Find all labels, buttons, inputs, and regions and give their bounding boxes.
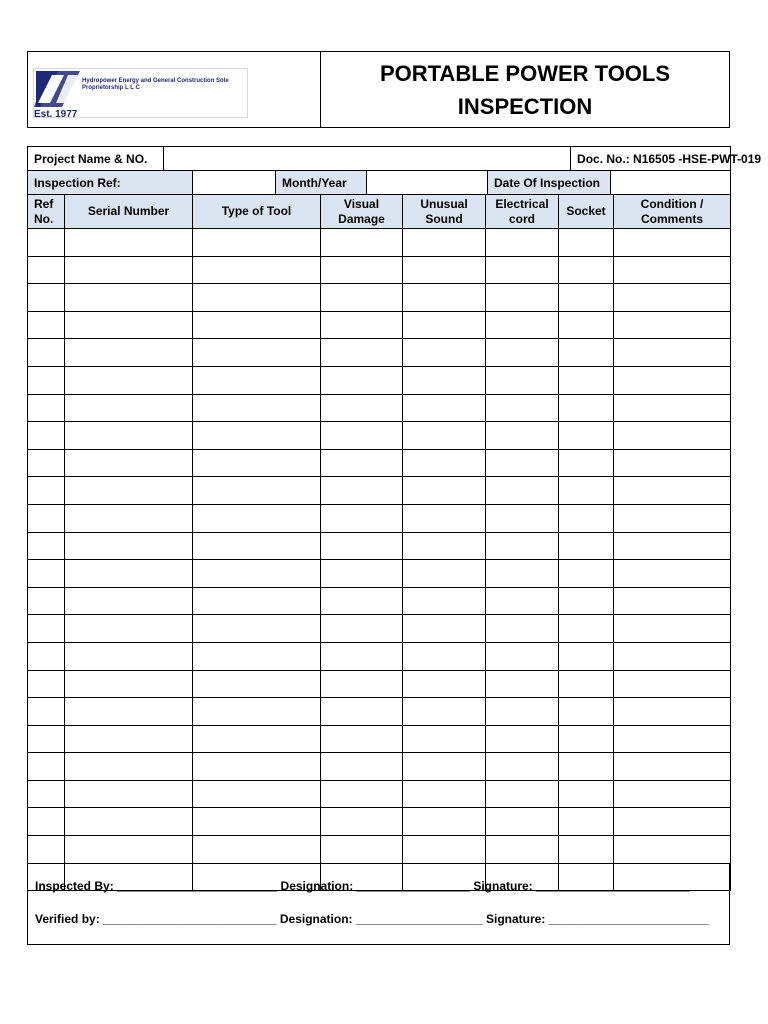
- table-cell[interactable]: [193, 366, 321, 394]
- table-row: [28, 560, 731, 588]
- table-cell[interactable]: [65, 725, 193, 753]
- table-cell[interactable]: [559, 339, 614, 367]
- table-cell[interactable]: [28, 587, 65, 615]
- table-cell[interactable]: [559, 698, 614, 726]
- signature-section: [27, 863, 730, 945]
- table-cell[interactable]: [65, 229, 193, 257]
- table-row: [28, 725, 731, 753]
- table-cell[interactable]: [28, 284, 65, 312]
- table-cell[interactable]: [403, 615, 486, 643]
- inspection-ref-label: Inspection Ref:: [28, 171, 193, 195]
- date-of-inspection-field[interactable]: [611, 171, 731, 195]
- column-header: Visual Damage: [321, 195, 403, 229]
- table-cell[interactable]: [559, 366, 614, 394]
- table-row: [28, 394, 731, 422]
- table-cell[interactable]: [193, 615, 321, 643]
- table-cell[interactable]: [614, 836, 731, 864]
- table-cell[interactable]: [193, 725, 321, 753]
- table-cell[interactable]: [403, 725, 486, 753]
- table-cell[interactable]: [559, 670, 614, 698]
- table-cell[interactable]: [486, 256, 559, 284]
- table-cell[interactable]: [486, 449, 559, 477]
- table-cell[interactable]: [28, 449, 65, 477]
- document-header: [27, 51, 730, 128]
- table-cell[interactable]: [403, 642, 486, 670]
- table-cell[interactable]: [321, 615, 403, 643]
- table-row: [28, 642, 731, 670]
- table-cell[interactable]: [321, 504, 403, 532]
- table-cell[interactable]: [614, 670, 731, 698]
- table-cell[interactable]: [28, 642, 65, 670]
- table-cell[interactable]: [321, 698, 403, 726]
- table-cell[interactable]: [403, 504, 486, 532]
- table-cell[interactable]: [28, 698, 65, 726]
- table-cell[interactable]: [486, 504, 559, 532]
- table-cell[interactable]: [559, 560, 614, 588]
- table-cell[interactable]: [559, 394, 614, 422]
- table-cell[interactable]: [65, 560, 193, 588]
- table-cell[interactable]: [28, 808, 65, 836]
- table-cell[interactable]: [28, 339, 65, 367]
- table-row: [28, 366, 731, 394]
- table-cell[interactable]: [486, 615, 559, 643]
- table-cell[interactable]: [614, 477, 731, 505]
- table-cell[interactable]: [65, 311, 193, 339]
- table-cell[interactable]: [614, 780, 731, 808]
- table-cell[interactable]: [193, 670, 321, 698]
- table-cell[interactable]: [486, 339, 559, 367]
- table-cell[interactable]: [321, 422, 403, 450]
- table-cell[interactable]: [65, 532, 193, 560]
- table-row: [28, 615, 731, 643]
- verified-by-line[interactable]: Verified by: __________________________ Designation: ___________________ Signature: ________________________: [35, 912, 709, 926]
- table-cell[interactable]: [559, 725, 614, 753]
- table-cell[interactable]: [193, 532, 321, 560]
- table-row: [28, 284, 731, 312]
- table-cell[interactable]: [614, 587, 731, 615]
- title-cell: [321, 52, 729, 127]
- logo-cell: [28, 52, 321, 127]
- table-cell[interactable]: [193, 808, 321, 836]
- table-cell[interactable]: [65, 477, 193, 505]
- table-cell[interactable]: [559, 422, 614, 450]
- table-cell[interactable]: [486, 725, 559, 753]
- table-cell[interactable]: [28, 477, 65, 505]
- table-row: [28, 256, 731, 284]
- table-row: [28, 808, 731, 836]
- table-cell[interactable]: [486, 753, 559, 781]
- table-cell[interactable]: [614, 394, 731, 422]
- table-cell[interactable]: [193, 836, 321, 864]
- table-cell[interactable]: [321, 339, 403, 367]
- table-cell[interactable]: [28, 311, 65, 339]
- table-cell[interactable]: [403, 311, 486, 339]
- table-cell[interactable]: [614, 642, 731, 670]
- document-title: [380, 57, 670, 123]
- logo-company-name: Hydropower Energy and General Construction Sole Proprietorship L L C: [82, 78, 229, 91]
- inspection-ref-field[interactable]: [193, 171, 276, 195]
- table-cell[interactable]: [321, 753, 403, 781]
- table-cell[interactable]: [403, 339, 486, 367]
- table-cell[interactable]: [193, 422, 321, 450]
- table-cell[interactable]: [403, 532, 486, 560]
- month-year-label: Month/Year: [276, 171, 367, 195]
- table-cell[interactable]: [403, 587, 486, 615]
- column-header: Electrical cord: [486, 195, 559, 229]
- table-cell[interactable]: [403, 229, 486, 257]
- table-cell[interactable]: [28, 394, 65, 422]
- table-cell[interactable]: [65, 808, 193, 836]
- table-cell[interactable]: [486, 229, 559, 257]
- table-cell[interactable]: [486, 311, 559, 339]
- title-line-2: INSPECTION: [457, 93, 593, 119]
- table-cell[interactable]: [28, 670, 65, 698]
- table-cell[interactable]: [614, 366, 731, 394]
- table-cell[interactable]: [403, 477, 486, 505]
- table-cell[interactable]: [614, 311, 731, 339]
- table-cell[interactable]: [614, 725, 731, 753]
- table-cell[interactable]: [321, 229, 403, 257]
- column-header: Socket: [559, 195, 614, 229]
- table-cell[interactable]: [28, 366, 65, 394]
- table-cell[interactable]: [193, 284, 321, 312]
- info-form-row-2: [27, 170, 731, 195]
- table-cell[interactable]: [28, 532, 65, 560]
- column-header: Unusual Sound: [403, 195, 486, 229]
- table-cell[interactable]: [65, 449, 193, 477]
- table-cell[interactable]: [193, 560, 321, 588]
- project-name-field[interactable]: [164, 147, 571, 171]
- table-row: [28, 532, 731, 560]
- table-row: [28, 477, 731, 505]
- table-cell[interactable]: [321, 836, 403, 864]
- table-cell[interactable]: [403, 753, 486, 781]
- table-cell[interactable]: [559, 642, 614, 670]
- table-cell[interactable]: [193, 449, 321, 477]
- table-cell[interactable]: [65, 587, 193, 615]
- table-cell[interactable]: [403, 560, 486, 588]
- table-row: [28, 449, 731, 477]
- table-cell[interactable]: [65, 642, 193, 670]
- table-cell[interactable]: [65, 366, 193, 394]
- table-cell[interactable]: [403, 808, 486, 836]
- table-cell[interactable]: [486, 642, 559, 670]
- table-cell[interactable]: [65, 615, 193, 643]
- table-cell[interactable]: [65, 670, 193, 698]
- table-cell[interactable]: [559, 229, 614, 257]
- table-header-row: [28, 195, 731, 229]
- table-row: [28, 753, 731, 781]
- table-cell[interactable]: [321, 449, 403, 477]
- table-cell[interactable]: [65, 339, 193, 367]
- inspected-by-line[interactable]: Inspected By: ________________________ Designation: _________________ Signature: _______________________: [35, 879, 690, 893]
- project-name-label: Project Name & NO.: [28, 147, 164, 171]
- table-cell[interactable]: [559, 311, 614, 339]
- table-cell[interactable]: [614, 229, 731, 257]
- table-cell[interactable]: [193, 780, 321, 808]
- table-cell[interactable]: [65, 836, 193, 864]
- table-cell[interactable]: [28, 229, 65, 257]
- table-cell[interactable]: [28, 504, 65, 532]
- table-cell[interactable]: [486, 284, 559, 312]
- table-cell[interactable]: [486, 670, 559, 698]
- table-cell[interactable]: [559, 836, 614, 864]
- table-cell[interactable]: [486, 780, 559, 808]
- table-cell[interactable]: [403, 670, 486, 698]
- table-cell[interactable]: [28, 753, 65, 781]
- table-row: [28, 504, 731, 532]
- table-cell[interactable]: [321, 284, 403, 312]
- month-year-field[interactable]: [367, 171, 488, 195]
- table-cell[interactable]: [193, 587, 321, 615]
- table-cell[interactable]: [614, 504, 731, 532]
- table-row: [28, 780, 731, 808]
- table-cell[interactable]: [486, 477, 559, 505]
- table-cell[interactable]: [486, 532, 559, 560]
- table-cell[interactable]: [321, 532, 403, 560]
- table-cell[interactable]: [65, 256, 193, 284]
- table-row: [28, 311, 731, 339]
- table-cell[interactable]: [486, 836, 559, 864]
- column-header: Type of Tool: [193, 195, 321, 229]
- table-row: [28, 670, 731, 698]
- table-cell[interactable]: [321, 670, 403, 698]
- table-cell[interactable]: [193, 753, 321, 781]
- table-row: [28, 339, 731, 367]
- table-cell[interactable]: [486, 422, 559, 450]
- table-cell[interactable]: [321, 366, 403, 394]
- table-cell[interactable]: [193, 339, 321, 367]
- table-cell[interactable]: [403, 284, 486, 312]
- table-cell[interactable]: [321, 808, 403, 836]
- table-cell[interactable]: [403, 256, 486, 284]
- table-cell[interactable]: [486, 587, 559, 615]
- table-cell[interactable]: [28, 256, 65, 284]
- table-cell[interactable]: [321, 725, 403, 753]
- table-cell[interactable]: [65, 394, 193, 422]
- table-cell[interactable]: [65, 753, 193, 781]
- date-of-inspection-label: Date Of Inspection: [488, 171, 611, 195]
- table-cell[interactable]: [193, 256, 321, 284]
- table-cell[interactable]: [486, 698, 559, 726]
- table-cell[interactable]: [559, 780, 614, 808]
- table-cell[interactable]: [321, 311, 403, 339]
- table-cell[interactable]: [614, 284, 731, 312]
- table-row: [28, 229, 731, 257]
- table-cell[interactable]: [321, 560, 403, 588]
- column-header: Condition / Comments: [614, 195, 731, 229]
- table-cell[interactable]: [559, 284, 614, 312]
- table-cell[interactable]: [321, 642, 403, 670]
- table-cell[interactable]: [559, 615, 614, 643]
- table-cell[interactable]: [614, 256, 731, 284]
- table-cell[interactable]: [614, 560, 731, 588]
- table-cell[interactable]: [559, 504, 614, 532]
- table-cell[interactable]: [321, 587, 403, 615]
- table-cell[interactable]: [65, 504, 193, 532]
- table-cell[interactable]: [193, 504, 321, 532]
- table-cell[interactable]: [614, 698, 731, 726]
- table-cell[interactable]: [486, 560, 559, 588]
- table-cell[interactable]: [321, 256, 403, 284]
- table-cell[interactable]: [193, 477, 321, 505]
- company-logo-icon: [34, 69, 82, 109]
- table-cell[interactable]: [614, 808, 731, 836]
- info-form: [27, 146, 762, 171]
- table-cell[interactable]: [28, 422, 65, 450]
- table-cell[interactable]: [403, 394, 486, 422]
- table-row: [28, 836, 731, 864]
- table-cell[interactable]: [559, 587, 614, 615]
- logo-established: Est. 1977: [34, 109, 78, 120]
- table-cell[interactable]: [486, 366, 559, 394]
- table-cell[interactable]: [559, 532, 614, 560]
- table-cell[interactable]: [614, 615, 731, 643]
- table-cell[interactable]: [486, 808, 559, 836]
- table-cell[interactable]: [28, 560, 65, 588]
- table-cell[interactable]: [65, 698, 193, 726]
- table-cell[interactable]: [559, 808, 614, 836]
- table-cell[interactable]: [559, 477, 614, 505]
- table-cell[interactable]: [65, 780, 193, 808]
- table-cell[interactable]: [559, 753, 614, 781]
- column-header: Serial Number: [65, 195, 193, 229]
- table-row: [28, 587, 731, 615]
- column-header: Ref No.: [28, 195, 65, 229]
- table-cell[interactable]: [65, 284, 193, 312]
- doc-no-label: Doc. No.: N16505 -HSE-PWT-019: [571, 147, 731, 171]
- table-cell[interactable]: [614, 532, 731, 560]
- table-cell[interactable]: [403, 422, 486, 450]
- table-cell[interactable]: [614, 339, 731, 367]
- table-cell[interactable]: [559, 256, 614, 284]
- table-cell[interactable]: [193, 229, 321, 257]
- table-cell[interactable]: [403, 698, 486, 726]
- table-cell[interactable]: [321, 780, 403, 808]
- table-cell[interactable]: [321, 394, 403, 422]
- table-cell[interactable]: [614, 753, 731, 781]
- table-cell[interactable]: [193, 698, 321, 726]
- table-cell[interactable]: [65, 422, 193, 450]
- table-cell[interactable]: [403, 780, 486, 808]
- table-cell[interactable]: [559, 449, 614, 477]
- table-body: [28, 229, 731, 891]
- table-cell[interactable]: [28, 780, 65, 808]
- table-cell[interactable]: [321, 477, 403, 505]
- table-cell[interactable]: [614, 449, 731, 477]
- table-cell[interactable]: [193, 311, 321, 339]
- inspection-table: [27, 194, 731, 891]
- table-cell[interactable]: [28, 836, 65, 864]
- table-row: [28, 698, 731, 726]
- table-cell[interactable]: [486, 394, 559, 422]
- table-row: [28, 422, 731, 450]
- table-cell[interactable]: [28, 615, 65, 643]
- table-cell[interactable]: [614, 422, 731, 450]
- title-line-1: PORTABLE POWER TOOLS: [379, 60, 671, 86]
- table-cell[interactable]: [193, 394, 321, 422]
- table-cell[interactable]: [403, 449, 486, 477]
- table-cell[interactable]: [403, 836, 486, 864]
- table-cell[interactable]: [193, 642, 321, 670]
- table-cell[interactable]: [403, 366, 486, 394]
- table-cell[interactable]: [28, 725, 65, 753]
